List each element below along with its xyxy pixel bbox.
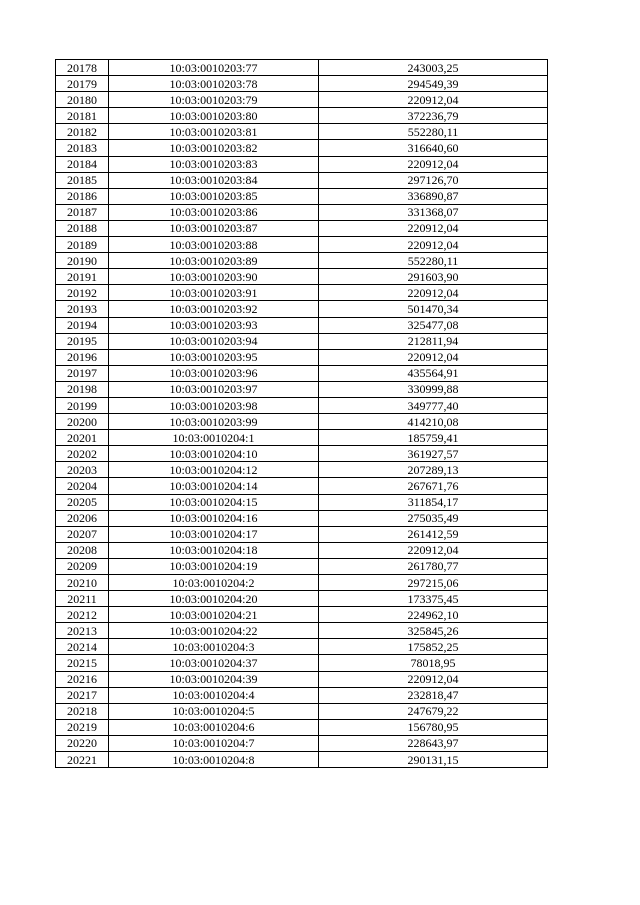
row-number-cell: 20219 (56, 719, 109, 735)
cadastral-number-cell: 10:03:0010204:7 (109, 735, 319, 751)
row-number-cell: 20198 (56, 381, 109, 397)
value-cell: 290131,15 (319, 752, 548, 768)
row-number-cell: 20183 (56, 140, 109, 156)
cadastral-number-cell: 10:03:0010203:82 (109, 140, 319, 156)
data-table (55, 59, 548, 768)
row-number-cell: 20220 (56, 735, 109, 751)
table-row (56, 60, 548, 76)
row-number-cell: 20184 (56, 156, 109, 172)
value-cell: 331368,07 (319, 204, 548, 220)
table-row (56, 558, 548, 574)
cadastral-number-cell: 10:03:0010203:93 (109, 317, 319, 333)
row-number-cell: 20178 (56, 60, 109, 76)
value-cell: 261780,77 (319, 558, 548, 574)
row-number-cell: 20218 (56, 703, 109, 719)
row-number-cell: 20179 (56, 76, 109, 92)
table-row (56, 639, 548, 655)
cadastral-number-cell: 10:03:0010204:12 (109, 462, 319, 478)
value-cell: 552280,11 (319, 253, 548, 269)
table-row (56, 285, 548, 301)
row-number-cell: 20180 (56, 92, 109, 108)
value-cell: 372236,79 (319, 108, 548, 124)
cadastral-number-cell: 10:03:0010204:19 (109, 558, 319, 574)
row-number-cell: 20196 (56, 349, 109, 365)
value-cell: 316640,60 (319, 140, 548, 156)
value-cell: 414210,08 (319, 414, 548, 430)
table-row (56, 526, 548, 542)
value-cell: 220912,04 (319, 237, 548, 253)
table-row (56, 719, 548, 735)
value-cell: 220912,04 (319, 92, 548, 108)
table-row (56, 172, 548, 188)
row-number-cell: 20201 (56, 430, 109, 446)
value-cell: 220912,04 (319, 156, 548, 172)
cadastral-number-cell: 10:03:0010203:87 (109, 220, 319, 236)
value-cell: 220912,04 (319, 220, 548, 236)
row-number-cell: 20213 (56, 623, 109, 639)
row-number-cell: 20212 (56, 607, 109, 623)
value-cell: 207289,13 (319, 462, 548, 478)
value-cell: 232818,47 (319, 687, 548, 703)
cadastral-number-cell: 10:03:0010204:21 (109, 607, 319, 623)
row-number-cell: 20190 (56, 253, 109, 269)
table-row (56, 752, 548, 768)
value-cell: 275035,49 (319, 510, 548, 526)
value-cell: 330999,88 (319, 381, 548, 397)
value-cell: 325845,26 (319, 623, 548, 639)
value-cell: 247679,22 (319, 703, 548, 719)
cadastral-number-cell: 10:03:0010203:95 (109, 349, 319, 365)
table-row (56, 317, 548, 333)
cadastral-number-cell: 10:03:0010204:2 (109, 575, 319, 591)
value-cell: 220912,04 (319, 542, 548, 558)
table-body (56, 60, 548, 768)
cadastral-number-cell: 10:03:0010203:96 (109, 365, 319, 381)
table-row (56, 623, 548, 639)
cadastral-number-cell: 10:03:0010203:90 (109, 269, 319, 285)
row-number-cell: 20204 (56, 478, 109, 494)
cadastral-number-cell: 10:03:0010203:78 (109, 76, 319, 92)
cadastral-number-cell: 10:03:0010203:81 (109, 124, 319, 140)
table-row (56, 607, 548, 623)
cadastral-number-cell: 10:03:0010204:3 (109, 639, 319, 655)
cadastral-number-cell: 10:03:0010204:14 (109, 478, 319, 494)
cadastral-number-cell: 10:03:0010203:97 (109, 381, 319, 397)
cadastral-number-cell: 10:03:0010203:86 (109, 204, 319, 220)
row-number-cell: 20217 (56, 687, 109, 703)
value-cell: 175852,25 (319, 639, 548, 655)
row-number-cell: 20209 (56, 558, 109, 574)
row-number-cell: 20199 (56, 397, 109, 413)
cadastral-number-cell: 10:03:0010203:91 (109, 285, 319, 301)
value-cell: 212811,94 (319, 333, 548, 349)
table-row (56, 414, 548, 430)
row-number-cell: 20192 (56, 285, 109, 301)
table-row (56, 671, 548, 687)
value-cell: 325477,08 (319, 317, 548, 333)
table-row (56, 269, 548, 285)
table-row (56, 220, 548, 236)
value-cell: 297215,06 (319, 575, 548, 591)
table-row (56, 446, 548, 462)
value-cell: 228643,97 (319, 735, 548, 751)
cadastral-number-cell: 10:03:0010204:39 (109, 671, 319, 687)
row-number-cell: 20194 (56, 317, 109, 333)
table-row (56, 542, 548, 558)
table-row (56, 333, 548, 349)
row-number-cell: 20197 (56, 365, 109, 381)
cadastral-number-cell: 10:03:0010204:5 (109, 703, 319, 719)
value-cell: 294549,39 (319, 76, 548, 92)
table-row (56, 253, 548, 269)
table-row (56, 140, 548, 156)
cadastral-number-cell: 10:03:0010203:98 (109, 397, 319, 413)
row-number-cell: 20215 (56, 655, 109, 671)
table-row (56, 735, 548, 751)
table-row (56, 494, 548, 510)
cadastral-number-cell: 10:03:0010203:92 (109, 301, 319, 317)
row-number-cell: 20207 (56, 526, 109, 542)
cadastral-number-cell: 10:03:0010204:10 (109, 446, 319, 462)
value-cell: 361927,57 (319, 446, 548, 462)
cadastral-number-cell: 10:03:0010204:1 (109, 430, 319, 446)
cadastral-number-cell: 10:03:0010204:22 (109, 623, 319, 639)
table-row (56, 397, 548, 413)
cadastral-number-cell: 10:03:0010203:79 (109, 92, 319, 108)
row-number-cell: 20211 (56, 591, 109, 607)
cadastral-number-cell: 10:03:0010203:77 (109, 60, 319, 76)
row-number-cell: 20200 (56, 414, 109, 430)
table-row (56, 237, 548, 253)
cadastral-number-cell: 10:03:0010204:8 (109, 752, 319, 768)
table-row (56, 349, 548, 365)
row-number-cell: 20221 (56, 752, 109, 768)
cadastral-number-cell: 10:03:0010204:15 (109, 494, 319, 510)
table-row (56, 510, 548, 526)
value-cell: 435564,91 (319, 365, 548, 381)
table-row (56, 92, 548, 108)
row-number-cell: 20188 (56, 220, 109, 236)
cadastral-number-cell: 10:03:0010203:94 (109, 333, 319, 349)
value-cell: 243003,25 (319, 60, 548, 76)
row-number-cell: 20202 (56, 446, 109, 462)
table-row (56, 301, 548, 317)
row-number-cell: 20206 (56, 510, 109, 526)
table-row (56, 204, 548, 220)
cadastral-number-cell: 10:03:0010204:4 (109, 687, 319, 703)
row-number-cell: 20203 (56, 462, 109, 478)
value-cell: 311854,17 (319, 494, 548, 510)
value-cell: 220912,04 (319, 671, 548, 687)
cadastral-number-cell: 10:03:0010203:83 (109, 156, 319, 172)
row-number-cell: 20191 (56, 269, 109, 285)
cadastral-number-cell: 10:03:0010204:20 (109, 591, 319, 607)
row-number-cell: 20216 (56, 671, 109, 687)
cadastral-number-cell: 10:03:0010204:6 (109, 719, 319, 735)
table-row (56, 108, 548, 124)
row-number-cell: 20182 (56, 124, 109, 140)
row-number-cell: 20193 (56, 301, 109, 317)
table-row (56, 478, 548, 494)
value-cell: 261412,59 (319, 526, 548, 542)
cadastral-number-cell: 10:03:0010203:80 (109, 108, 319, 124)
table-row (56, 381, 548, 397)
row-number-cell: 20187 (56, 204, 109, 220)
value-cell: 297126,70 (319, 172, 548, 188)
row-number-cell: 20214 (56, 639, 109, 655)
cadastral-number-cell: 10:03:0010203:99 (109, 414, 319, 430)
cadastral-number-cell: 10:03:0010203:84 (109, 172, 319, 188)
table-row (56, 591, 548, 607)
cadastral-number-cell: 10:03:0010203:88 (109, 237, 319, 253)
row-number-cell: 20210 (56, 575, 109, 591)
value-cell: 291603,90 (319, 269, 548, 285)
table-row (56, 156, 548, 172)
value-cell: 349777,40 (319, 397, 548, 413)
table-row (56, 188, 548, 204)
value-cell: 78018,95 (319, 655, 548, 671)
value-cell: 501470,34 (319, 301, 548, 317)
value-cell: 336890,87 (319, 188, 548, 204)
cadastral-number-cell: 10:03:0010203:89 (109, 253, 319, 269)
table-row (56, 430, 548, 446)
table-row (56, 124, 548, 140)
value-cell: 173375,45 (319, 591, 548, 607)
value-cell: 552280,11 (319, 124, 548, 140)
row-number-cell: 20185 (56, 172, 109, 188)
table-row (56, 462, 548, 478)
row-number-cell: 20205 (56, 494, 109, 510)
cadastral-number-cell: 10:03:0010204:16 (109, 510, 319, 526)
cadastral-number-cell: 10:03:0010203:85 (109, 188, 319, 204)
value-cell: 156780,95 (319, 719, 548, 735)
table-row (56, 655, 548, 671)
row-number-cell: 20186 (56, 188, 109, 204)
value-cell: 220912,04 (319, 349, 548, 365)
table-row (56, 76, 548, 92)
value-cell: 220912,04 (319, 285, 548, 301)
row-number-cell: 20195 (56, 333, 109, 349)
value-cell: 267671,76 (319, 478, 548, 494)
cadastral-number-cell: 10:03:0010204:37 (109, 655, 319, 671)
value-cell: 224962,10 (319, 607, 548, 623)
table-row (56, 365, 548, 381)
row-number-cell: 20189 (56, 237, 109, 253)
cadastral-number-cell: 10:03:0010204:17 (109, 526, 319, 542)
table-row (56, 575, 548, 591)
cadastral-number-cell: 10:03:0010204:18 (109, 542, 319, 558)
row-number-cell: 20181 (56, 108, 109, 124)
row-number-cell: 20208 (56, 542, 109, 558)
value-cell: 185759,41 (319, 430, 548, 446)
table-row (56, 687, 548, 703)
table-row (56, 703, 548, 719)
